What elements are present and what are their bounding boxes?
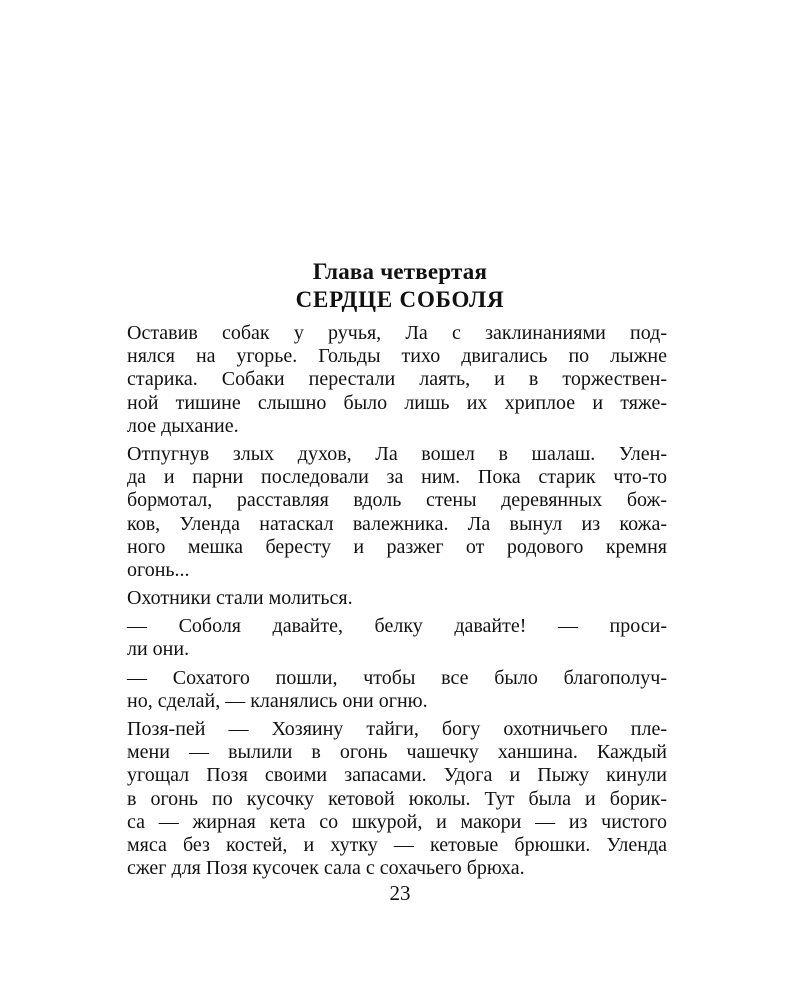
text-line: — Сохатого пошли, чтобы все было благополуч- bbox=[127, 666, 667, 689]
text-line: огонь... bbox=[127, 558, 190, 581]
text-line: са — жирная кета со шкурой, и макори — из чистого bbox=[127, 810, 667, 833]
text-line: Оставив собак у ручья, Ла с заклинаниями под- bbox=[127, 322, 667, 344]
text-line: ной тишине слышно было лишь их хриплое и тяже- bbox=[127, 391, 667, 414]
text-line: мени — вылили в огонь чашечку ханшина. Каждый bbox=[127, 741, 667, 764]
text-line: Охотники стали молиться. bbox=[127, 587, 353, 610]
text-line: лое дыхание. bbox=[127, 414, 239, 437]
text-line: Позя-пей — Хозяину тайги, богу охотничьего пле- bbox=[127, 718, 667, 740]
chapter-label: Глава четвертая bbox=[312, 259, 488, 284]
text-line: старика. Собаки перестали лаять, и в торжествен- bbox=[127, 368, 667, 391]
paragraph bbox=[127, 587, 667, 610]
chapter-title: СЕРДЦЕ СОБОЛЯ bbox=[295, 287, 505, 312]
paragraph bbox=[127, 615, 667, 661]
paragraph bbox=[127, 322, 667, 438]
text-line: ков, Уленда натаскал валежника. Ла вынул из кожа- bbox=[127, 512, 667, 535]
text-line: ного мешка бересту и разжег от родового кремня bbox=[127, 535, 667, 558]
text-line: бормотал, расставляя вдоль стены деревянных бож- bbox=[127, 489, 667, 512]
text-line: нялся на угорье. Гольды тихо двигались по лыжне bbox=[127, 345, 667, 368]
text-line: в огонь по кусочку кетовой юколы. Тут была и борик- bbox=[127, 787, 667, 810]
page-number: 23 bbox=[389, 881, 411, 905]
paragraph bbox=[127, 443, 667, 582]
text-line: да и парни последовали за ним. Пока старик что-то bbox=[127, 466, 667, 489]
text-line: — Соболя давайте, белку давайте! — проси- bbox=[127, 615, 667, 638]
text-line: мяса без костей, и хутку — кетовые брюшки. Уленда bbox=[127, 833, 667, 856]
text-line: но, сделай, — кланялись они огню. bbox=[127, 689, 428, 712]
text-line: угощал Позя своими запасами. Удога и Пыжу кинули bbox=[127, 764, 667, 787]
text-line: Отпугнув злых духов, Ла вошел в шалаш. Улен- bbox=[127, 442, 667, 465]
chapter-body bbox=[127, 322, 667, 880]
text-line: ли они. bbox=[127, 638, 190, 661]
paragraph bbox=[127, 667, 667, 713]
text-line: сжег для Позя кусочек сала с сохачьего брюха. bbox=[127, 857, 525, 880]
paragraph bbox=[127, 718, 667, 880]
